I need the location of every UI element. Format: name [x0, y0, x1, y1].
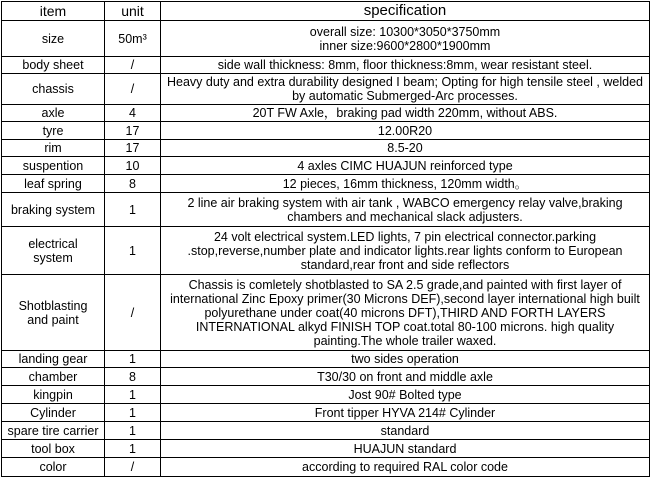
specification-line: 12.00R20	[377, 123, 433, 138]
specification-line: painting.The whole trailer waxed.	[313, 333, 497, 348]
item-cell: braking system	[2, 193, 105, 227]
specification-cell	[161, 351, 650, 368]
item-cell: suspention	[2, 157, 105, 175]
item-cell: rim	[2, 140, 105, 157]
table-row	[2, 440, 650, 458]
table-row	[2, 351, 650, 368]
unit-cell: /	[105, 458, 161, 477]
header-unit: unit	[105, 2, 161, 21]
specification-line: .stop,reverse,number plate and indicator lights.rear lights conform to European	[187, 243, 623, 258]
table-row	[2, 368, 650, 386]
specification-line: standard	[380, 423, 430, 438]
specification-cell	[161, 368, 650, 386]
specification-cell	[161, 74, 650, 105]
table-row	[2, 74, 650, 105]
specification-line: 2 line air braking system with air tank , WABCO emergency relay valve,braking	[187, 195, 623, 210]
specification-line: Jost 90# Bolted type	[348, 387, 462, 402]
specification-line: chambers and mechanical slack adjusters.	[287, 209, 523, 224]
specification-cell	[161, 57, 650, 74]
item-line: and paint	[27, 312, 79, 327]
header-item: item	[2, 2, 105, 21]
item-line: Shotblasting	[18, 298, 88, 313]
unit-cell: /	[105, 57, 161, 74]
specification-line: international Zinc Epoxy primer(30 Microns DEF),second layer international high built	[170, 291, 640, 306]
item-cell: color	[2, 458, 105, 477]
specification-cell	[161, 386, 650, 404]
item-line: electrical	[28, 236, 78, 251]
item-cell: tyre	[2, 122, 105, 140]
item-cell: landing gear	[2, 351, 105, 368]
specification-line: overall size: 10300*3050*3750mm	[309, 24, 501, 39]
table-row	[2, 458, 650, 477]
specification-line: INTERNATIONAL alkyd FINISH TOP coat.total 80-100 microns. high quality	[195, 319, 615, 334]
table-row	[2, 227, 650, 275]
unit-cell: 4	[105, 105, 161, 122]
table-row	[2, 193, 650, 227]
specification-cell	[161, 458, 650, 477]
unit-cell: 1	[105, 386, 161, 404]
specification-line: standard,rear front and side reflectors	[300, 257, 510, 272]
item-cell: spare tire carrier	[2, 422, 105, 440]
specification-table	[1, 1, 650, 477]
table-row	[2, 275, 650, 351]
item-cell	[2, 227, 105, 275]
item-cell: leaf spring	[2, 175, 105, 193]
specification-cell	[161, 227, 650, 275]
item-cell	[2, 275, 105, 351]
header-row	[2, 2, 650, 21]
table-row	[2, 105, 650, 122]
specification-line: according to required RAL color code	[302, 460, 508, 474]
specification-cell	[161, 275, 650, 351]
unit-cell: 8	[105, 175, 161, 193]
table-row	[2, 404, 650, 422]
table-row	[2, 57, 650, 74]
table-row	[2, 122, 650, 140]
unit-cell: 1	[105, 227, 161, 275]
unit-cell: 1	[105, 193, 161, 227]
table-row	[2, 422, 650, 440]
specification-line: 4 axles CIMC HUAJUN reinforced type	[297, 158, 513, 173]
unit-cell: 1	[105, 351, 161, 368]
item-cell: chamber	[2, 368, 105, 386]
specification-cell	[161, 122, 650, 140]
specification-line: T30/30 on front and middle axle	[317, 369, 493, 384]
specification-line: by automatic Submerged-Arc processes.	[292, 89, 518, 103]
item-cell: size	[2, 21, 105, 57]
item-cell: body sheet	[2, 57, 105, 74]
table-row	[2, 140, 650, 157]
specification-cell	[161, 440, 650, 458]
unit-cell: 50m³	[105, 21, 161, 57]
unit-cell: /	[105, 275, 161, 351]
unit-cell: 1	[105, 440, 161, 458]
unit-cell: 1	[105, 422, 161, 440]
specification-line: Front tipper HYVA 214# Cylinder	[314, 405, 496, 420]
specification-cell	[161, 157, 650, 175]
specification-cell	[161, 21, 650, 57]
specification-cell	[161, 193, 650, 227]
unit-cell: /	[105, 74, 161, 105]
table-row	[2, 386, 650, 404]
specification-cell	[161, 422, 650, 440]
item-cell: tool box	[2, 440, 105, 458]
specification-cell	[161, 140, 650, 157]
specification-line: polyurethane under coat(40 microns DFT),THIRD AND FORTH LAYERS	[204, 305, 606, 320]
specification-cell	[161, 105, 650, 122]
table-row	[2, 21, 650, 57]
unit-cell: 10	[105, 157, 161, 175]
specification-line: 20T FW Axle，braking pad width 220mm, without ABS.	[252, 106, 558, 120]
table-row	[2, 175, 650, 193]
header-specification: specification	[161, 2, 650, 21]
item-cell: Cylinder	[2, 404, 105, 422]
item-cell: axle	[2, 105, 105, 122]
item-cell: kingpin	[2, 386, 105, 404]
specification-line: 24 volt electrical system.LED lights, 7 pin electrical connector.parking	[213, 229, 597, 244]
specification-line: inner size:9600*2800*1900mm	[319, 38, 491, 53]
unit-cell: 1	[105, 404, 161, 422]
specification-line: 12 pieces, 16mm thickness, 120mm width。	[282, 176, 528, 191]
specification-line: 8.5-20	[387, 141, 423, 155]
specification-line: Heavy duty and extra durability designed I beam; Opting for high tensile steel , welded	[167, 75, 643, 89]
unit-cell: 17	[105, 140, 161, 157]
specification-line: Chassis is comletely shotblasted to SA 2.5 grade,and painted with first layer of	[188, 277, 622, 292]
specification-line: two sides operation	[351, 352, 459, 366]
specification-cell	[161, 404, 650, 422]
unit-cell: 17	[105, 122, 161, 140]
specification-line: side wall thickness: 8mm, floor thickness:8mm, wear resistant steel.	[217, 58, 593, 72]
item-line: system	[33, 250, 73, 265]
specification-line: HUAJUN standard	[353, 441, 457, 456]
unit-cell: 8	[105, 368, 161, 386]
item-cell: chassis	[2, 74, 105, 105]
table-row	[2, 157, 650, 175]
specification-cell	[161, 175, 650, 193]
